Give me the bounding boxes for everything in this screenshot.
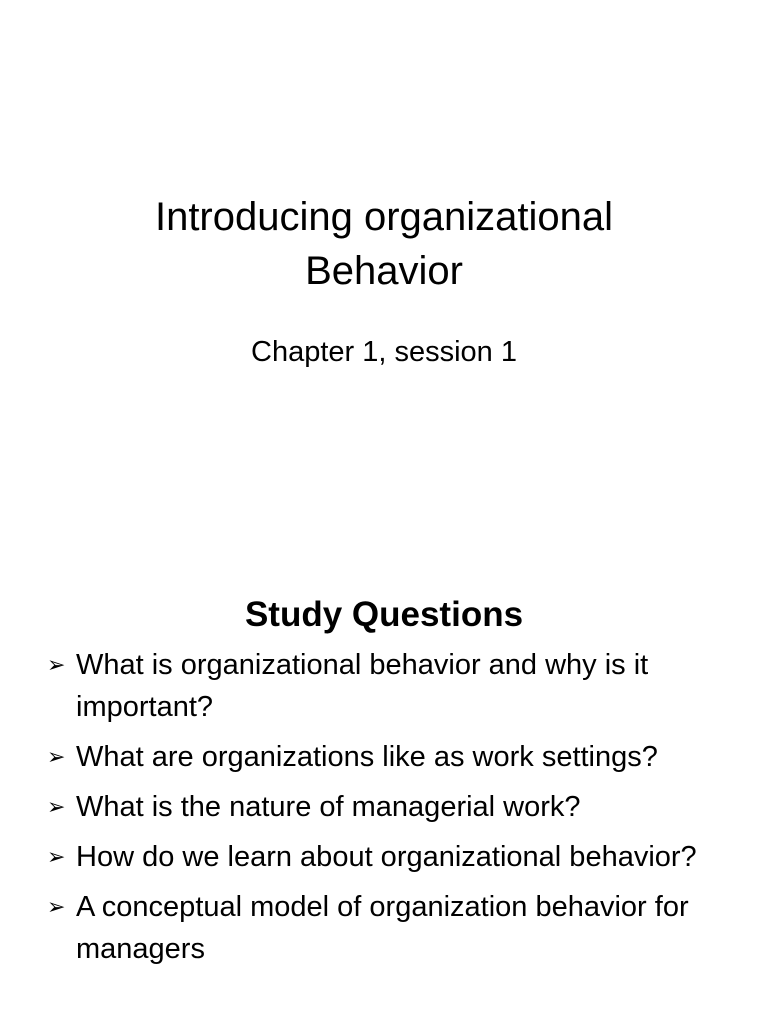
slide-subtitle: Chapter 1, session 1 <box>251 336 517 368</box>
list-item <box>47 736 737 778</box>
list-item-text: What are organizations like as work settings? <box>76 741 658 773</box>
study-questions-slide <box>0 576 768 1024</box>
list-item-text: What is the nature of managerial work? <box>76 791 581 823</box>
list-item <box>47 836 737 878</box>
list-item <box>47 786 737 828</box>
arrow-bullet-icon: ➢ <box>47 652 66 677</box>
list-item <box>47 886 737 970</box>
list-item-text: A conceptual model of organization behavior for managers <box>76 891 689 965</box>
list-item-text: What is organizational behavior and why is it important? <box>76 649 649 723</box>
slide-title-line-2: Behavior <box>305 249 463 293</box>
list-item-text: How do we learn about organizational behavior? <box>76 841 697 873</box>
arrow-bullet-icon: ➢ <box>47 894 66 919</box>
arrow-bullet-icon: ➢ <box>47 794 66 819</box>
slide-title <box>0 190 768 298</box>
study-questions-heading: Study Questions <box>244 595 524 634</box>
slide-title-line-1: Introducing organizational <box>154 195 614 239</box>
study-questions-list <box>47 644 737 978</box>
arrow-bullet-icon: ➢ <box>47 844 66 869</box>
list-item <box>47 644 737 728</box>
arrow-bullet-icon: ➢ <box>47 744 66 769</box>
